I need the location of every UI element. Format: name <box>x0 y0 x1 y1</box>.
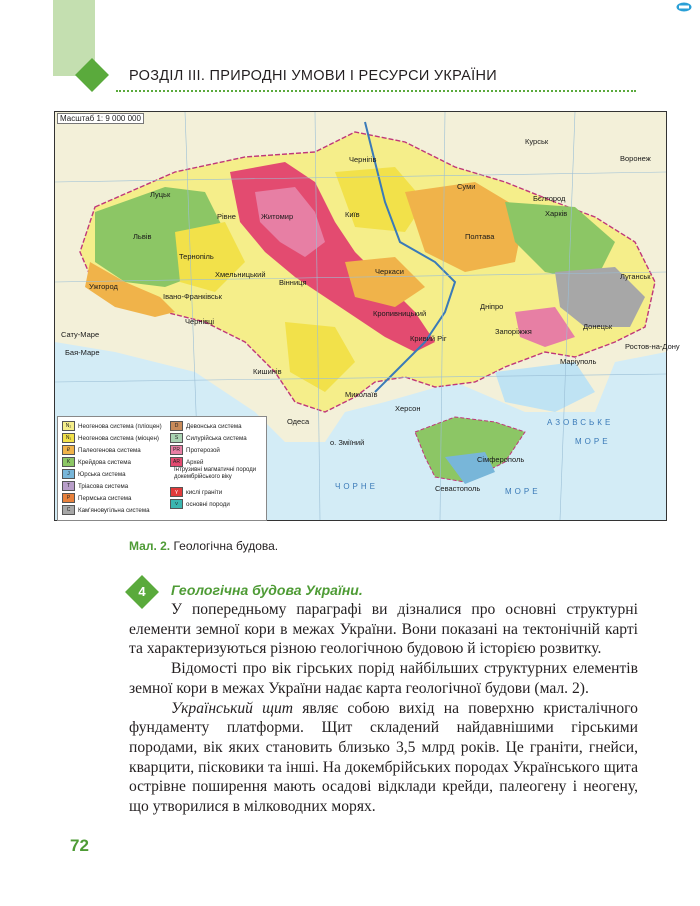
city-label: Воронеж <box>620 154 651 163</box>
header-rule <box>116 90 636 92</box>
city-label: Сімферополь <box>477 455 525 464</box>
publisher-logo-icon <box>676 2 692 12</box>
body-text <box>129 600 638 817</box>
city-label: Донецьк <box>583 322 613 331</box>
paragraph-3 <box>129 699 638 817</box>
city-label: Кишинів <box>253 367 282 376</box>
section-title-geology: Геологічна будова України. <box>171 582 363 598</box>
legend-item: N₁ Неогенова система (міоцен) <box>62 433 159 443</box>
legend-item: T Тріасова система <box>62 481 128 491</box>
city-label: Київ <box>345 210 360 219</box>
legend-swatch: ₽ <box>62 445 75 455</box>
city-label: Маріуполь <box>560 357 597 366</box>
city-label: Чернівці <box>185 317 215 326</box>
city-label: Рівне <box>217 212 236 221</box>
section-number: 4 <box>138 584 146 599</box>
paragraph-3-term: Український щит <box>171 699 294 717</box>
city-label: Севастополь <box>435 484 481 493</box>
legend-swatch: T <box>62 481 75 491</box>
legend-swatch: PR <box>170 445 183 455</box>
paragraph-3-text: являє собою вихід на поверхню кристалічного фундаменту платформи. Щит складений найдавнішими гірськими породами, вік яких становить близько 3,5 млрд років. Це граніти, гнейси, кварцити, пісковики та інші. На докембрійських породах Українського щита острівне поширення мають осадові відклади крейди, палеогену і неогену, що утворилися в мілководних морях. <box>129 699 638 816</box>
sea-label-black: ЧОРНЕ <box>335 482 379 491</box>
city-label: Тернопіль <box>179 252 214 261</box>
city-label: Ужгород <box>89 282 118 291</box>
city-label: Черкаси <box>375 267 404 276</box>
city-label: Одеса <box>287 417 310 426</box>
city-label: Луцьк <box>150 190 171 199</box>
legend-item: D Девонська система <box>170 421 242 431</box>
legend-swatch: N₁ <box>62 433 75 443</box>
city-label: Миколаїв <box>345 390 378 399</box>
city-label: Ростов-на-Дону <box>625 342 680 351</box>
city-label: Вінниця <box>279 278 307 287</box>
city-label: Луганськ <box>620 272 651 281</box>
legend-swatch: N₂ <box>62 421 75 431</box>
paragraph-1: У попередньому параграфі ви дізналися про основні структурні елементи земної кори в межах України. Вони показані на тектонічній карті та характеризуються різною геологічною будовою й історією розвитку. <box>129 601 638 658</box>
legend-swatch: γ <box>170 487 183 497</box>
legend-swatch: K <box>62 457 75 467</box>
legend-item: AR Архей <box>170 457 203 467</box>
city-label: Харків <box>545 209 568 218</box>
legend-item: ν основні породи <box>170 499 230 509</box>
legend-swatch: D <box>170 421 183 431</box>
city-label: Житомир <box>261 212 294 221</box>
legend-swatch: J <box>62 469 75 479</box>
map-legend <box>57 416 267 521</box>
legend-item: K Крейдова система <box>62 457 131 467</box>
legend-swatch: P <box>62 493 75 503</box>
city-label: Полтава <box>465 232 495 241</box>
legend-item: N₂ Неогенова система (пліоцен) <box>62 421 162 431</box>
legend-item: P Пермська система <box>62 493 131 503</box>
legend-swatch: S <box>170 433 183 443</box>
city-label: Івано-Франківськ <box>163 292 222 301</box>
legend-swatch: AR <box>170 457 183 467</box>
legend-item: γ кислі граніти <box>170 487 222 497</box>
legend-item: J Юрська система <box>62 469 126 479</box>
city-label: Запоріжжя <box>495 327 532 336</box>
legend-item: PR Протерозой <box>170 445 220 455</box>
legend-item: S Силурійська система <box>170 433 247 443</box>
caption-label: Мал. 2. <box>129 539 171 553</box>
city-label: Суми <box>457 182 476 191</box>
city-label: Дніпро <box>480 302 504 311</box>
city-label: Бєлгород <box>533 194 566 203</box>
legend-item: ₽ Палеогенова система <box>62 445 141 455</box>
city-label: Кропивницький <box>373 309 427 318</box>
city-label: Сату-Маре <box>61 330 100 339</box>
city-label: Кривий Ріг <box>410 334 447 343</box>
map-scale: Масштаб 1: 9 000 000 <box>57 113 144 124</box>
legend-item: C Кам'яновугільна система <box>62 505 150 515</box>
city-label: Львів <box>133 232 152 241</box>
legend-swatch: ν <box>170 499 183 509</box>
page-number: 72 <box>70 836 89 855</box>
city-label: Бая-Маре <box>65 348 100 357</box>
paragraph-2: Відомості про вік гірських порід найбільших структурних елементів земної кори в межах України надає карта геологічної будови (мал. 2). <box>129 660 638 697</box>
city-label: о. Зміїний <box>330 438 365 447</box>
city-label: Курськ <box>525 137 549 146</box>
sea-label-black-2: МОРЕ <box>505 487 541 496</box>
sea-label-azov: АЗОВСЬКЕ <box>547 418 614 427</box>
geological-map <box>54 111 680 521</box>
figure-caption <box>129 539 278 553</box>
city-label: Херсон <box>395 404 421 413</box>
city-label: Чернігів <box>349 155 377 164</box>
section-title: РОЗДІЛ ІІІ. ПРИРОДНІ УМОВИ І РЕСУРСИ УКРАЇНИ <box>129 68 497 84</box>
sea-label-azov-2: МОРЕ <box>575 437 611 446</box>
legend-swatch: C <box>62 505 75 515</box>
caption-text: Геологічна будова. <box>170 539 279 553</box>
city-label: Хмельницький <box>215 270 266 279</box>
legend-intrusive-note: Інтрузивні магматичні породи докембрійського віку <box>174 467 257 480</box>
